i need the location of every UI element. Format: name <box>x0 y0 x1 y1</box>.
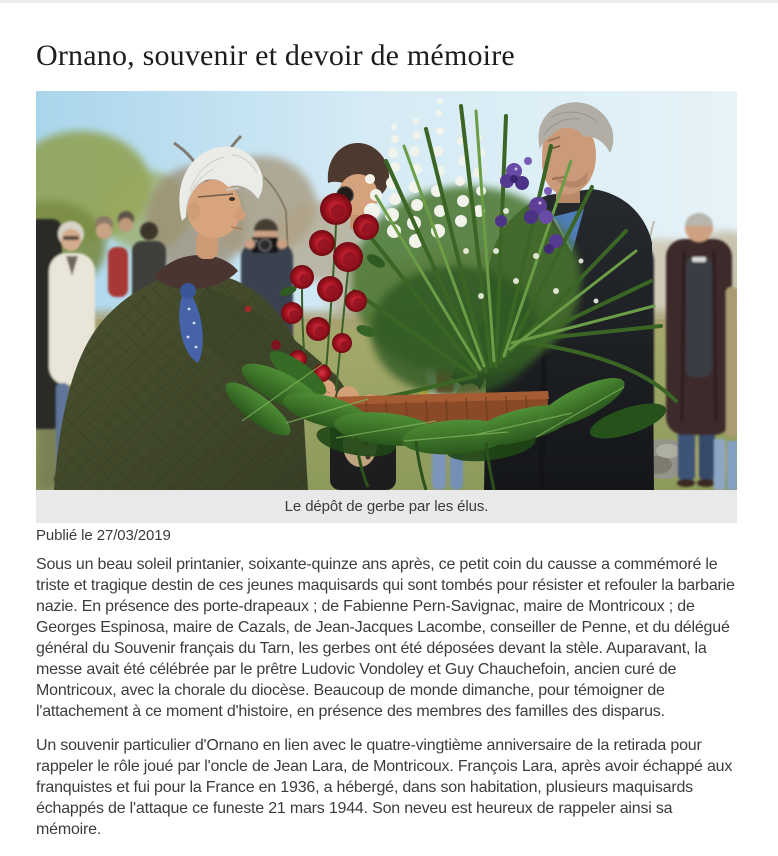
article-paragraph: Sous un beau soleil printanier, soixante-quinze ans après, ce petit coin du causse a commémoré le triste et tragique destin de ces jeunes maquisards qui sont tombés pour résister et refouler la barbarie nazie. En présence des porte-drapeaux ; de Fabienne Pern-Savignac, maire de Montricoux ; de Georges Espinosa, maire de Cazals, de Jean-Jacques Lacombe, conseiller de Penne, et du délégué général du Souvenir français du Tarn, les gerbes ont été déposées devant la stèle. Auparavant, la messe avait été célébrée par le prêtre Ludovic Vondoley et Guy Chauchefoin, ancien curé de Montricoux, avec la chorale du diocèse. Beaucoup de monde dimanche, pour témoigner de l'attachement à ce moment d'histoire, en présence des membres des familles des disparus. <box>36 556 735 720</box>
publish-date: Publié le 27/03/2019 <box>36 527 171 544</box>
article-page <box>36 37 737 840</box>
photo-caption: Le dépôt de gerbe par les élus. <box>36 490 737 523</box>
top-divider <box>0 0 778 3</box>
photo-illustration <box>36 91 737 490</box>
article-body <box>36 554 737 840</box>
article-paragraph: Un souvenir particulier d'Ornano en lien avec le quatre-vingtième anniversaire de la retirada pour rappeler le rôle joué par l'oncle de Jean Lara, de Montricoux. François Lara, après avoir échappé aux franquistes et fui pour la France en 1936, a hébergé, dans son habitation, plusieurs maquisards échappés de l'attaque ce funeste 21 mars 1944. Son neveu est heureux de rappeler ainsi sa mémoire. <box>36 737 733 838</box>
article-figure <box>36 91 737 523</box>
page-title: Ornano, souvenir et devoir de mémoire <box>36 39 515 72</box>
article-photo <box>36 91 737 490</box>
